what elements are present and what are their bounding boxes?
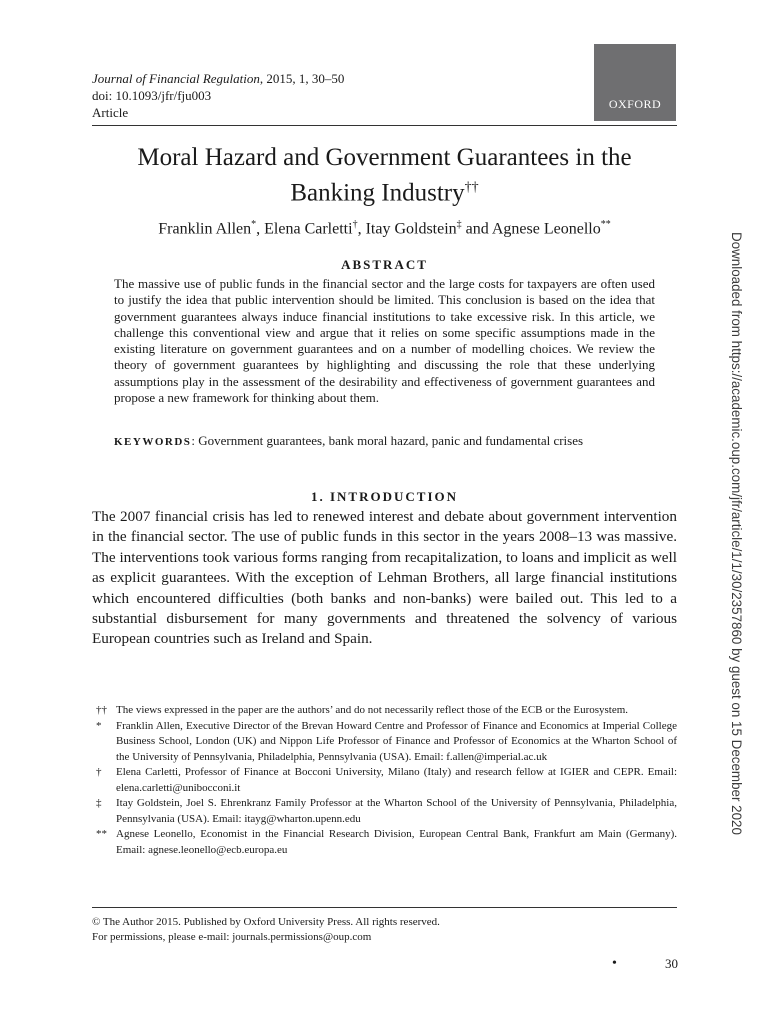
journal-name: Journal of Financial Regulation (92, 71, 260, 86)
footnote-mark: † (96, 766, 102, 778)
footnote-text: Franklin Allen, Executive Director of the Brevan Howard Centre and Professor of Finance and Economics at Imperial College Business School, London (UK) and Nippon Life Professor of Finance and Professor of Economics at the Wharton School of the University of Pennsylvania, Philadelphia, Pennsylvania (USA). Email: f.allen@imperial.ac.uk (116, 719, 677, 763)
footnotes (92, 703, 677, 858)
title-footnote-mark: †† (464, 180, 479, 195)
author-list (92, 214, 677, 240)
journal-title-line (92, 70, 344, 87)
introduction-text: The 2007 financial crisis has led to renewed interest and debate about government intervention in the financial sector. The use of public funds in this sector in the years 2008–13 was massive. The interventions took various forms ranging from recapitalization, to loans and implicit as well as explicit guarantees. With the exception of Lehman Brothers, all large financial institutions which encountered difficulties (both banks and non-banks) were bailed out. This led to a substantial disbursement for many governments and threatened the solvency of various European countries such as Ireland and Spain. (92, 508, 677, 648)
logo-text: OXFORD (608, 97, 662, 111)
footnote (92, 719, 677, 766)
keywords-text: : Government guarantees, bank moral hazard, panic and fundamental crises (191, 433, 584, 448)
author-name: Agnese Leonello (491, 220, 601, 238)
footnote-mark: * (96, 719, 102, 732)
bullet-icon: • (612, 956, 617, 971)
footnote-mark: ** (96, 828, 107, 840)
author-mark: ‡ (456, 219, 462, 230)
section-heading-introduction: 1. INTRODUCTION (310, 489, 458, 504)
author-name: Elena Carletti (264, 220, 353, 238)
title-text: Moral Hazard and Government Guarantees in the Banking Industry (137, 144, 632, 207)
footnote (92, 796, 677, 827)
article-type: Article (92, 105, 129, 120)
author-separator: and (461, 220, 492, 238)
footnote-mark: †† (96, 704, 107, 716)
keywords (114, 433, 655, 450)
page-title (92, 143, 677, 208)
footnote-text: The views expressed in the paper are the authors’ and do not necessarily reflect those of the ECB or the Eurosystem. (116, 704, 629, 716)
download-watermark: Downloaded from https://academic.oup.com/jfr/article/1/1/30/2357860 by guest on 15 December 2020 (729, 232, 744, 835)
footnote (92, 703, 677, 719)
author-mark: * (251, 219, 257, 230)
permissions-text: For permissions, please e-mail: journals.permissions@oup.com (92, 931, 372, 943)
journal-citation (92, 70, 344, 121)
author-separator: , (256, 220, 265, 238)
author-name: Franklin Allen (158, 220, 252, 238)
journal-details: , 2015, 1, 30–50 (259, 71, 345, 86)
abstract-text: The massive use of public funds in the financial sector and the large costs for taxpayers are often used to justify the idea that public intervention should be limited. This conclusion is based on the idea that government guarantees always induce financial institutions to take excessive risk. In this article, we challenge this conventional view and argue that it relies on some specific assumptions made in the existing literature on government guarantees and on a number of modelling choices. We review the theory of government guarantees by highlighting and discussing the role that these underlying assumptions play in the assessment of the desirability and effectiveness of government guarantees and propose a new framework for thinking about them. (114, 276, 655, 406)
header-divider (92, 125, 677, 126)
footnote (92, 827, 677, 858)
author-mark: ** (600, 219, 611, 230)
author-mark: † (352, 219, 358, 230)
footnote-text: Agnese Leonello, Economist in the Financial Research Division, European Central Bank, Frankfurt am Main (Germany). Email: agnese.leonello@ecb.europa.eu (116, 828, 677, 856)
author-name: Itay Goldstein (365, 220, 457, 238)
footnote-text: Elena Carletti, Professor of Finance at Bocconi University, Milano (Italy) and research fellow at IGIER and CEPR. Email: elena.carletti@unibocconi.it (116, 766, 677, 794)
copyright-text: © The Author 2015. Published by Oxford University Press. All rights reserved. (92, 916, 440, 928)
copyright-notice (92, 915, 677, 945)
footnote (92, 765, 677, 796)
page-footer (612, 956, 678, 972)
keywords-label: KEYWORDS (114, 436, 192, 448)
author-separator: , (357, 220, 366, 238)
doi: doi: 10.1093/jfr/fju003 (92, 88, 212, 103)
footnote-mark: ‡ (96, 797, 102, 809)
footer-divider (92, 907, 677, 908)
oxford-logo (594, 44, 676, 121)
abstract-heading: ABSTRACT (341, 257, 428, 272)
footnote-text: Itay Goldstein, Joel S. Ehrenkranz Family Professor at the Wharton School of the University of Pennsylvania, Philadelphia, Pennsylvania (USA). Email: itayg@wharton.upenn.edu (116, 797, 677, 825)
page-number: 30 (665, 956, 678, 971)
